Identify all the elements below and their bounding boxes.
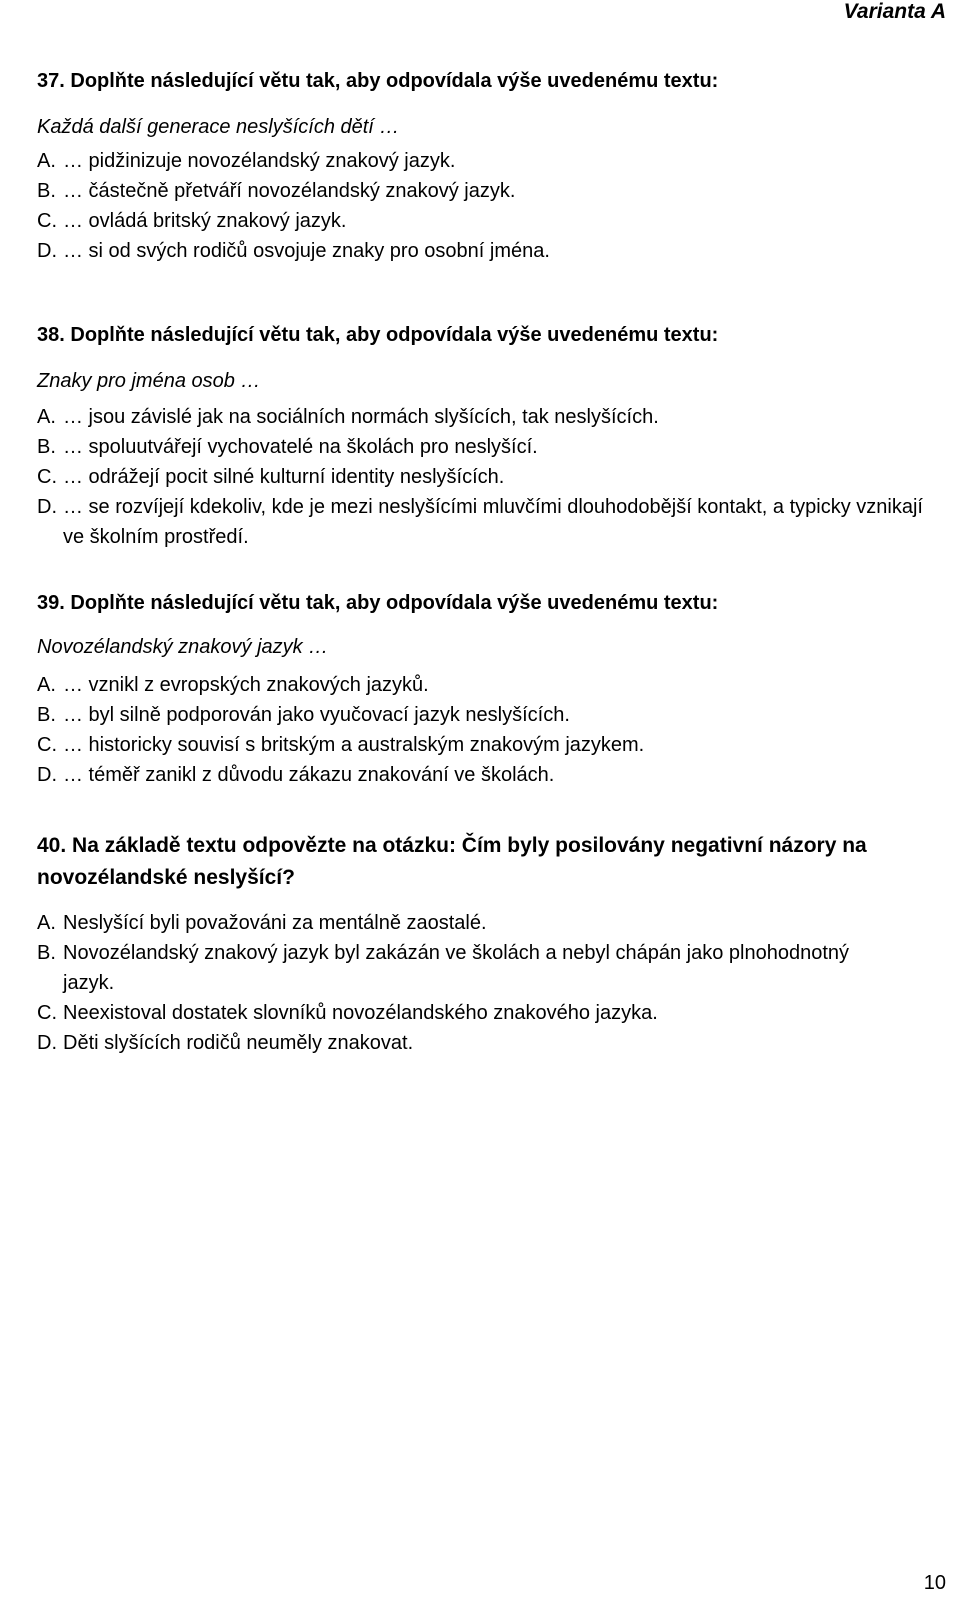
option-letter: C. bbox=[37, 210, 57, 232]
option-text: … si od svých rodičů osvojuje znaky pro osobní jména. bbox=[63, 240, 550, 262]
question-prompt bbox=[37, 830, 917, 894]
question-38 bbox=[37, 322, 937, 552]
option-letter: A. bbox=[37, 912, 56, 934]
option-b[interactable] bbox=[37, 432, 937, 462]
question-number: 39. bbox=[37, 592, 65, 614]
question-40 bbox=[37, 830, 917, 1058]
option-d[interactable] bbox=[37, 1028, 917, 1058]
question-number: 40. bbox=[37, 834, 67, 857]
question-number: 37. bbox=[37, 70, 65, 92]
question-prompt bbox=[37, 590, 937, 616]
option-d[interactable] bbox=[37, 760, 937, 790]
question-prompt bbox=[37, 68, 937, 94]
question-text: Doplňte následující větu tak, aby odpovídala výše uvedenému textu: bbox=[70, 70, 719, 92]
option-letter: B. bbox=[37, 942, 56, 964]
variant-label: Varianta A bbox=[843, 0, 946, 23]
question-number: 38. bbox=[37, 324, 65, 346]
option-text: Děti slyšících rodičů neuměly znakovat. bbox=[63, 1032, 414, 1054]
option-letter: A. bbox=[37, 674, 56, 696]
option-list bbox=[37, 146, 937, 266]
page-number: 10 bbox=[923, 1572, 946, 1594]
option-text: … pidžinizuje novozélandský znakový jazyk. bbox=[63, 150, 456, 172]
option-letter: D. bbox=[37, 1032, 57, 1054]
option-a[interactable] bbox=[37, 402, 937, 432]
option-letter: D. bbox=[37, 764, 57, 786]
option-text: … spoluutvářejí vychovatelé na školách pro neslyšící. bbox=[63, 436, 538, 458]
option-text: … téměř zanikl z důvodu zákazu znakování ve školách. bbox=[63, 764, 555, 786]
option-list bbox=[37, 670, 937, 790]
option-text: … historicky souvisí s britským a australským znakovým jazykem. bbox=[63, 734, 645, 756]
option-text: Neexistoval dostatek slovníků novozélandského znakového jazyka. bbox=[63, 1002, 658, 1024]
option-letter: B. bbox=[37, 180, 56, 202]
option-letter: C. bbox=[37, 1002, 57, 1024]
option-letter: D. bbox=[37, 240, 57, 262]
option-a[interactable] bbox=[37, 908, 917, 938]
question-prompt bbox=[37, 322, 937, 348]
question-text: Doplňte následující větu tak, aby odpovídala výše uvedenému textu: bbox=[70, 324, 719, 346]
option-letter: C. bbox=[37, 734, 57, 756]
option-letter: A. bbox=[37, 406, 56, 428]
option-c[interactable] bbox=[37, 462, 937, 492]
option-d[interactable] bbox=[37, 492, 943, 552]
option-text: … částečně přetváří novozélandský znakový jazyk. bbox=[63, 180, 516, 202]
option-c[interactable] bbox=[37, 730, 937, 760]
option-text: … ovládá britský znakový jazyk. bbox=[63, 210, 347, 232]
option-d[interactable] bbox=[37, 236, 937, 266]
question-text: Doplňte následující větu tak, aby odpovídala výše uvedenému textu: bbox=[70, 592, 719, 614]
question-stem: Znaky pro jména osob … bbox=[37, 370, 261, 392]
option-text: … byl silně podporován jako vyučovací jazyk neslyšících. bbox=[63, 704, 570, 726]
option-b[interactable] bbox=[37, 176, 937, 206]
option-letter: B. bbox=[37, 704, 56, 726]
option-a[interactable] bbox=[37, 146, 937, 176]
option-text: … odrážejí pocit silné kulturní identity neslyšících. bbox=[63, 466, 505, 488]
option-c[interactable] bbox=[37, 206, 937, 236]
question-text: Na základě textu odpovězte na otázku: Čím byly posilovány negativní názory na novozélandské neslyšící? bbox=[37, 834, 867, 889]
question-37 bbox=[37, 68, 937, 266]
option-letter: C. bbox=[37, 466, 57, 488]
question-stem: Každá další generace neslyšících dětí … bbox=[37, 116, 400, 138]
option-text: … vznikl z evropských znakových jazyků. bbox=[63, 674, 429, 696]
option-letter: A. bbox=[37, 150, 56, 172]
option-b[interactable] bbox=[37, 700, 937, 730]
option-text: … se rozvíjejí kdekoliv, kde je mezi neslyšícími mluvčími dlouhodobější kontakt, a typicky vznikají ve školním prostředí. bbox=[63, 496, 923, 548]
option-c[interactable] bbox=[37, 998, 917, 1028]
option-b[interactable] bbox=[37, 938, 883, 998]
option-text: Neslyšící byli považováni za mentálně zaostalé. bbox=[63, 912, 487, 934]
option-list bbox=[37, 402, 937, 552]
option-letter: D. bbox=[37, 496, 57, 518]
question-stem: Novozélandský znakový jazyk … bbox=[37, 636, 329, 658]
option-text: … jsou závislé jak na sociálních normách slyšících, tak neslyšících. bbox=[63, 406, 659, 428]
option-list bbox=[37, 908, 917, 1058]
question-39 bbox=[37, 590, 937, 790]
option-text: Novozélandský znakový jazyk byl zakázán ve školách a nebyl chápán jako plnohodnotný jazyk. bbox=[63, 942, 850, 994]
option-letter: B. bbox=[37, 436, 56, 458]
option-a[interactable] bbox=[37, 670, 937, 700]
